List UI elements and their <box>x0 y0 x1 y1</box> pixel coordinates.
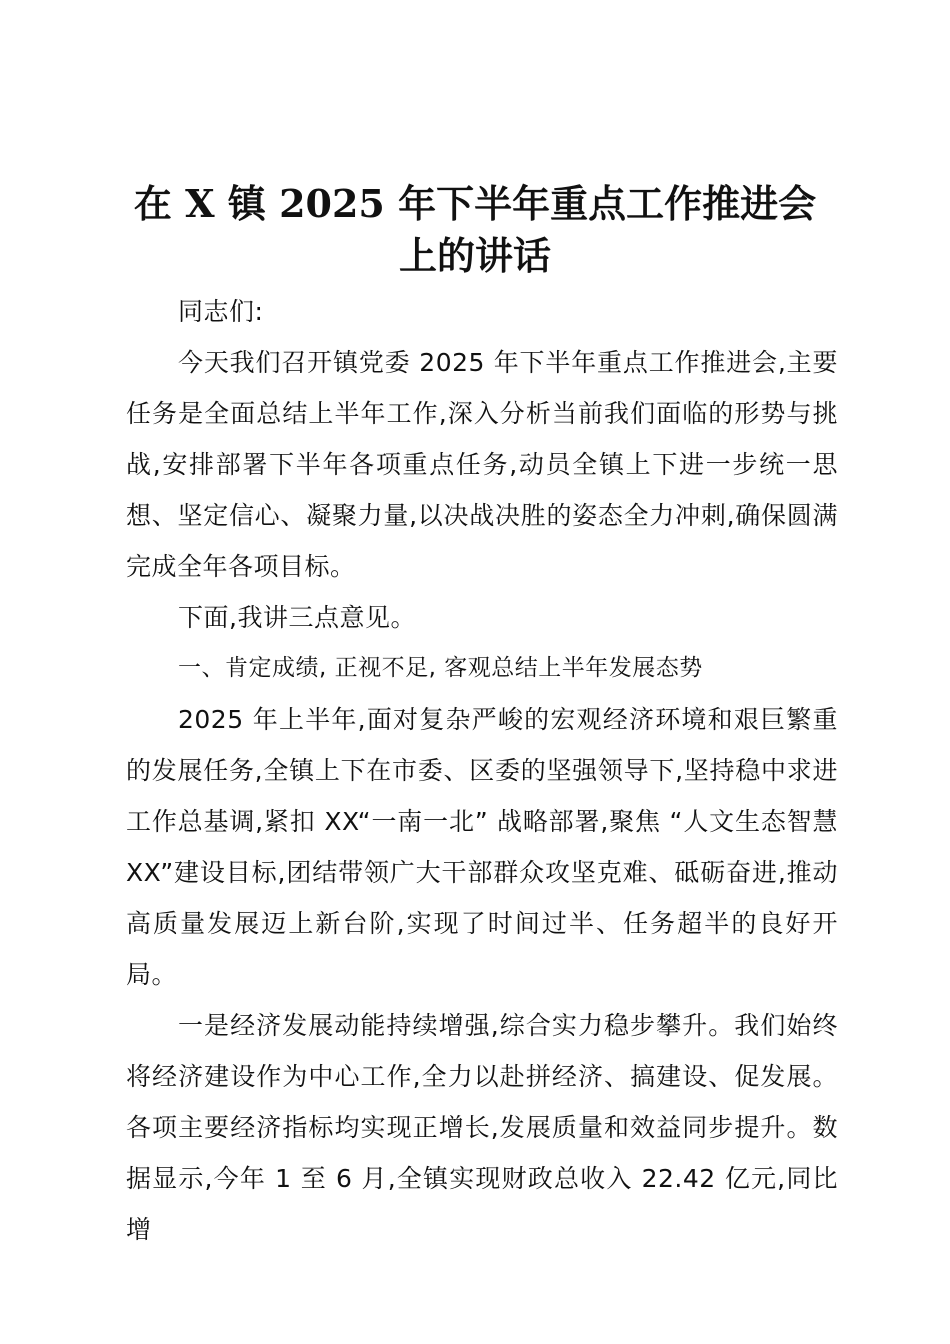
salutation: 同志们: <box>178 297 264 326</box>
section-heading: 一、肯定成绩, 正视不足, 客观总结上半年发展态势 <box>178 655 703 681</box>
section-paragraph: 一是经济发展动能持续增强,综合实力稳步攀升。我们始终将经济建设作为中心工作,全力以赴拼经济、搞建设、促发展。各项主要经济指标均实现正增长,发展质量和效益同步提升。数据显示,今年 1 至 6 月,全镇实现财政总收入 22.42 亿元,同比增 <box>126 1011 838 1244</box>
outline-paragraph: 下面,我讲三点意见。 <box>178 603 416 632</box>
intro-paragraph: 今天我们召开镇党委 2025 年下半年重点工作推进会,主要任务是全面总结上半年工作,深入分析当前我们面临的形势与挑战,安排部署下半年各项重点任务,动员全镇上下进一步统一思想、坚定信心、凝聚力量,以决战决胜的姿态全力冲刺,确保圆满完成全年各项目标。 <box>126 348 838 581</box>
document-body <box>126 286 838 1255</box>
section-paragraph: 2025 年上半年,面对复杂严峻的宏观经济环境和艰巨繁重的发展任务,全镇上下在市委、区委的坚强领导下,坚持稳中求进工作总基调,紧扣 XX“一南一北” 战略部署,聚焦 “人文生态智慧 XX”建设目标,团结带领广大干部群众攻坚克难、砥砺奋进,推动高质量发展迈上新台阶,实现了时间过半、任务超半的良好开局。 <box>126 705 838 989</box>
document-title: 在 X 镇 2025 年下半年重点工作推进会上的讲话 <box>133 181 817 278</box>
